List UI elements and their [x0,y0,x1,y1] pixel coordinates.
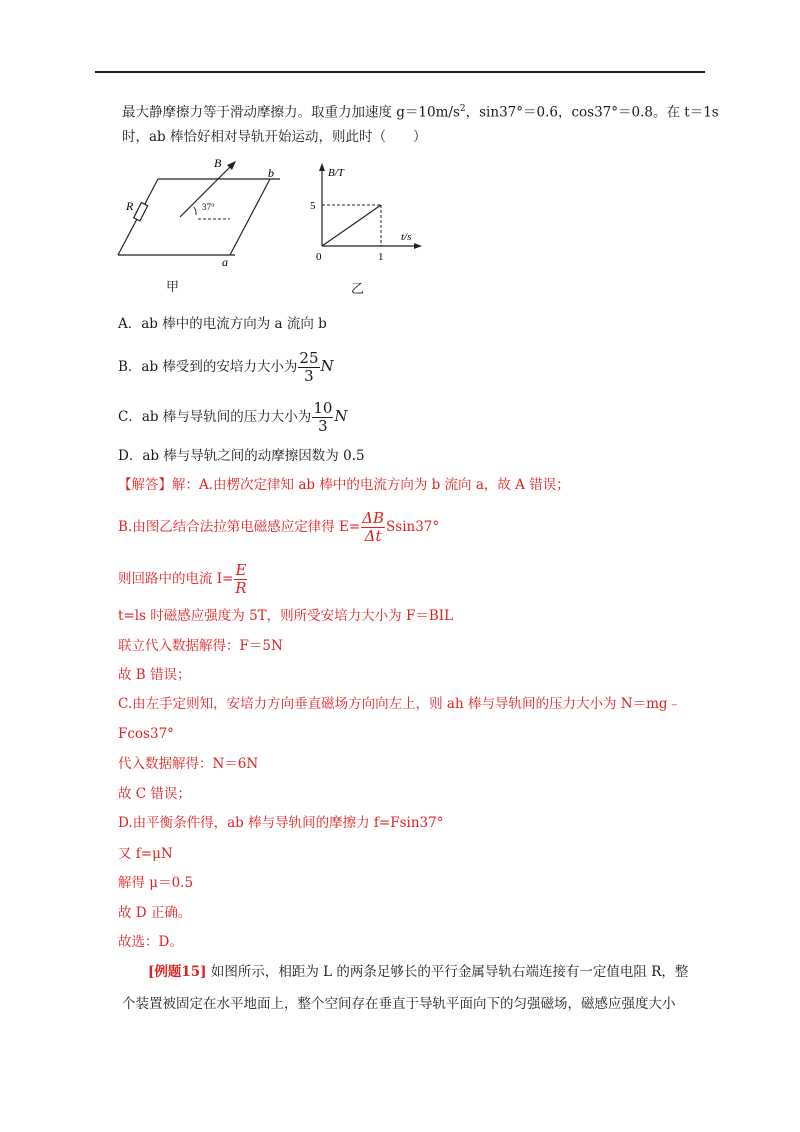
solution-line-13: 解得 μ＝0.5 [118,875,194,891]
problem-line-2: 时，ab 棒恰好相对导轨开始运动，则此时（ ） [122,129,427,145]
label-angle: 37° [202,202,215,212]
figure-yi [306,160,426,265]
example-line-2: 个装置被固定在水平地面上，整个空间存在垂直于导轨平面向下的匀强磁场，磁感应强度大小 [122,996,676,1012]
solution-line-9: 代入数据解得：N＝6N [118,756,259,772]
solution-line-3: 则回路中的电流 I= $\frac{E}{R}$ [118,561,247,597]
b-t-line [322,205,381,246]
solution-line-1: 【解答】解：A.由楞次定律知 ab 棒中的电流方向为 b 流向 a，故 A 错误； [118,477,570,493]
y-tick-5: 5 [310,200,316,212]
x-axis-arrow [414,243,422,249]
label-R: R [126,199,134,213]
solution-line-11: D.由平衡条件得，ab 棒与导轨间的摩擦力 f=Fsin37° [118,815,444,831]
caption-jia: 甲 [166,280,180,295]
solution-line-15: 故选：D。 [118,934,183,950]
ab-rod [230,179,270,255]
solution-line-8: Fcos37° [118,726,174,742]
option-c: C．ab 棒与导轨间的压力大小为 $\frac{10}{3}$ N [118,399,348,435]
example-line-1: [例题15] 如图所示，相距为 L 的两条足够长的平行金属导轨右端连接有一定值电阻 R，整 [148,964,689,980]
solution-line-14: 故 D 正确。 [118,905,192,921]
option-a: A．ab 棒中的电流方向为 a 流向 b [118,316,327,332]
problem-line-1: 最大静摩擦力等于滑动摩擦力。取重力加速度 $g=10m/s^2$，sin37°＝0.6，cos37°＝0.8。在 t＝1s [122,104,719,121]
angle-arc [194,207,196,215]
label-b: b [268,166,274,180]
option-d: D．ab 棒与导轨之间的动摩擦因数为 0.5 [118,448,365,464]
solution-line-6: 故 B 错误； [118,667,191,683]
solution-line-4: t=ls 时磁感应强度为 5T，则所受安培力大小为 F＝BIL [118,608,454,624]
x-axis-label: t/s [401,231,412,243]
label-B: B [214,156,222,170]
solution-line-2: B.由图乙结合法拉第电磁感应定律得 E= $\frac{\Delta B}{\Delta t}$ Ssin37° [118,509,440,545]
example-tag: [例题15] [148,964,207,980]
resistor [134,203,148,221]
x-tick-1: 1 [378,251,384,263]
y-axis-arrow [319,163,325,171]
caption-yi: 乙 [351,282,365,297]
label-a: a [222,255,228,267]
solution-line-7: C.由左手定则知，安培力方向垂直磁场方向向左上，则 ah 棒与导轨间的压力大小为 N＝mg﹣ [118,696,682,712]
solution-line-12: 又 f=μN [118,846,173,862]
header-rule [95,71,705,73]
origin-label: 0 [316,251,322,263]
solution-line-10: 故 C 错误； [118,786,191,802]
figure-jia [110,155,290,267]
solution-line-5: 联立代入数据解得：F＝5N [118,638,283,654]
option-b: B．ab 棒受到的安培力大小为 $\frac{25}{3}$ N [118,349,334,385]
y-axis-label: B/T [328,167,344,179]
